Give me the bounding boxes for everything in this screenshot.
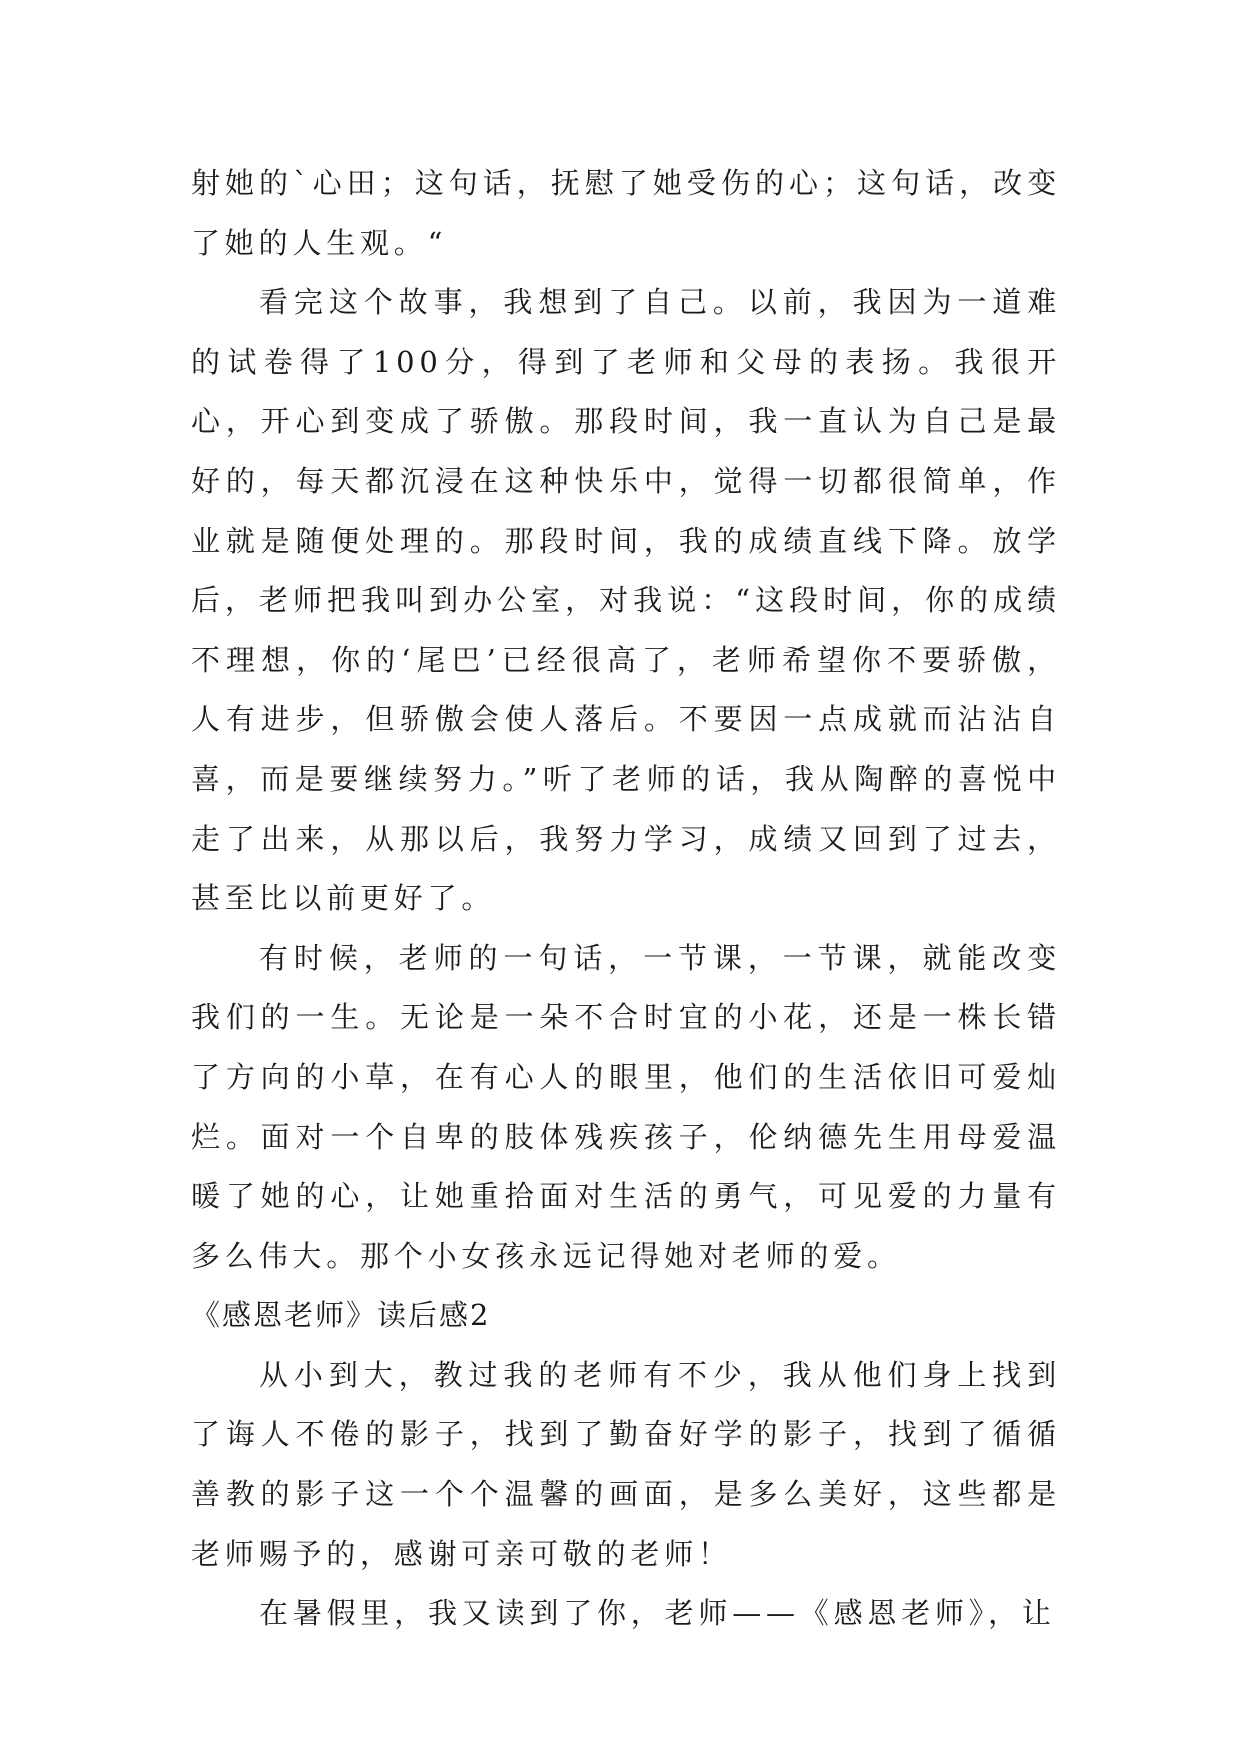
paragraph-continuation: 射她的`心田；这句话，抚慰了她受伤的心；这句话，改变了她的人生观。“ — [191, 166, 1061, 260]
paragraph-summer-reading: 在暑假里，我又读到了你，老师——《感恩老师》，让 — [259, 1596, 1056, 1631]
paragraph-gratitude: 从小到大，教过我的老师有不少，我从他们身上找到了诲人不倦的影子，找到了勤奋好学的影子，找到了循循善教的影子这一个个温馨的画面，是多么美好，这些都是老师赐予的，感谢可亲可敬的老师！ — [191, 1357, 1061, 1571]
paragraph-teacher-influence: 有时候，老师的一句话，一节课，一节课，就能改变我们的一生。无论是一朵不合时宜的小花，还是一株长错了方向的小草，在有心人的眼里，他们的生活依旧可爱灿烂。面对一个自卑的肢体残疾孩子，伦纳德先生用母爱温暖了她的心，让她重拾面对生活的勇气，可见爱的力量有多么伟大。那个小女孩永远记得她对老师的爱。 — [191, 940, 1061, 1273]
paragraph-reflection: 看完这个故事，我想到了自己。以前，我因为一道难的试卷得了100分，得到了老师和父母的表扬。我很开心，开心到变成了骄傲。那段时间，我一直认为自己是最好的，每天都沉浸在这种快乐中，觉得一切都很简单，作业就是随便处理的。那段时间，我的成绩直线下降。放学后，老师把我叫到办公室，对我说：“这段时间，你的成绩不理想，你的‘尾巴’已经很高了，老师希望你不要骄傲，人有进步，但骄傲会使人落后。不要因一点成就而沾沾自喜，而是要继续努力。”听了老师的话，我从陶醉的喜悦中走了出来，从那以后，我努力学习，成绩又回到了过去，甚至比以前更好了。 — [191, 285, 1061, 916]
document-page — [191, 154, 1061, 1644]
section-heading: 《感恩老师》读后感2 — [191, 1298, 491, 1333]
